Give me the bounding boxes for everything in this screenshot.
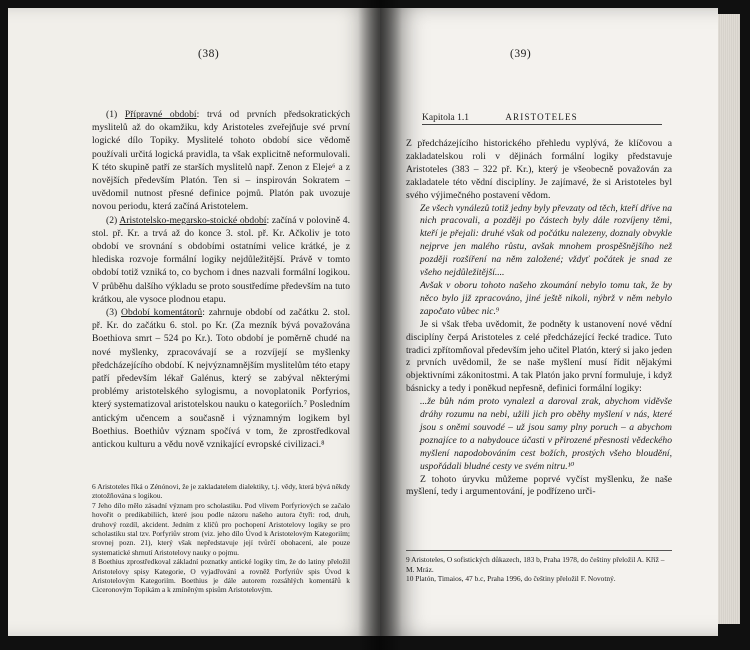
left-footnotes	[92, 482, 350, 595]
paragraph-text: : trvá od prvních předsokratických myslitelů až do okamžiku, kdy Aristoteles zveřejňuje své první logické dílo Topiky. Myslitelé tohoto období sice vědomě používali určitá logická pravidla, ta však explicitně neformulovali. K této skupině patří ze starších myslitelů např. Zenon z Eleje⁶ a z novějších především Platón. Ten si – inspirován Sokratem – uvědomil nutnost přesné definice pojmů. Platón pak uvozuje novou periodu, která začíná Aristotelem.	[92, 109, 350, 213]
chapter-header	[422, 112, 662, 125]
quote-aristotle-1: Ze všech vynálezů totiž jedny byly převzaty od těch, kteří dříve na nich pracovali, a později po částech byly dále rozvíjeny těmi, kteří je přejali: druhé však od počátku nalezeny, doznaly obvykle nejprve jen malého růstu, avšak mnohem prospěšnějšího než později rozšíření na něm založené; vždyť počátek je snad ze všeho nejdůležitější....	[420, 202, 672, 279]
chapter-number: Kapitola 1.1	[422, 113, 469, 123]
paragraph-preparatory-period	[92, 108, 350, 214]
paragraph-intro: Z předcházejícího historického přehledu vyplývá, že klíčovou a zakladatelskou roli v dějinách formální logiky představuje Aristoteles (383 – 322 př. Kr.), který je všeobecně považován za zakladatele této vědní disciplíny. Je zajímavé, že si Aristoteles byl svého výjimečného postavení vědom.	[406, 138, 672, 201]
left-page	[8, 8, 380, 636]
chapter-title: ARISTOTELES	[505, 112, 578, 122]
right-body-text	[406, 138, 672, 499]
period-heading: Období komentátorů	[121, 307, 203, 319]
paragraph-lead: (1)	[106, 109, 125, 120]
right-footnotes	[406, 550, 672, 584]
paragraph-conclusion: Z tohoto úryvku můžeme poprvé vyčíst myšlenku, že naše myšlení, tedy i argumentování, je podřízeno urči-	[406, 473, 672, 498]
footnote-9: 9 Aristoteles, O sofistických důkazech, 183 b, Praha 1978, do češtiny přeložil A. Kříž – M. Mráz.	[406, 555, 665, 574]
left-body-text	[92, 108, 350, 451]
page-edges	[718, 14, 740, 624]
left-page-number: (38)	[198, 48, 220, 60]
paragraph-plato: Je si však třeba uvědomit, že podněty k ustanovení nové vědní disciplíny čerpá Aristoteles z celé předcházející řecké tradice. Tuto tradici zpřítomňoval především jeho učitel Platón, který si jako jeden z prvních uvědomil, že se naše myšlení musí řídit nějakými objektivními zákonitostmi. A tak Platón jako první formuluje, i když básnicky a tedy i poněkud nepřesně, definici formální logiky:	[406, 318, 672, 395]
footnote-10: 10 Platón, Timaios, 47 b.c, Praha 1996, do češtiny přeložil F. Novotný.	[406, 574, 616, 584]
footnote-8: 8 Boethius zprostředkoval základní poznatky antické logiky tím, že do latiny přeložil Aristotelovy spisy Kategorie, O vyjadřování a rovněž Porfyriův spis Úvod k Aristotelovým Kategoriím. Boethius je dále autorem rozsáhlých komentářů k Ciceronovým Topikám a k zmíněným spisům Aristotelovým.	[92, 557, 350, 595]
right-page	[380, 8, 718, 636]
quote-plato: ...že bůh nám proto vynalezl a daroval zrak, abychom viděvše dráhy rozumu na nebi, užili jich pro oběhy myšlení v nás, které jsou s oněmi souvodé – už jsou samy plny poruch – a abychom poznajíce to a nabydouce účasti v přirozené přesnosti vědeckého myšlení napodobováním cest božích, prostých všeho bloudění, uspořádali bludné cesty ve svém nitru.¹⁰	[420, 396, 672, 472]
paragraph-lead: (3)	[106, 307, 122, 319]
period-heading: Přípravné období	[124, 109, 197, 120]
paragraph-text: : zahrnuje období od začátku 2. stol. př. Kr. do začátku 6. stol. po Kr. (Za mezník bývá považována Boethiova smrt – 524 po Kr.). Toto období je poměrně chudé na nové myšlenky, zpracovávají se a rozvíjejí se myšlenky předcházejícího období. K nejvýznamnějším myslitelům této etapy patří především lékař Galénus, který se zabýval některými problémy aristotelského sylogismu, a novoplatonik Porfyrios, který systematizoval aristotelskou nauku o kategoriích.⁷ Posledním antickým učencem a současně i významným logikem byl Boethius. Boethiův význam spočívá v tom, že zprostředkoval antickou kulturu a vědu nově vznikající evropské civilizaci.⁸	[92, 307, 351, 451]
paragraph-text: : začíná v polovině 4. stol. př. Kr. a trvá až do konce 3. stol. př. Kr. Ačkoliv je toto období ve srovnání s obdobími ostatními velice krátké, je z hlediska rozvoje formální logiky nejdůležitější. Právě v tomto období totiž vzniká to, co bychom i dnes nazvali formální logikou. V průběhu dalšího výkladu se proto soustředíme především na tuto krátkou, ale vysoce plodnou etapu.	[92, 214, 351, 305]
paragraph-commentators-period	[92, 306, 350, 451]
quote-aristotle-2: Avšak v oboru tohoto našeho zkoumání nebylo tomu tak, že by něco bylo již zpracováno, jiné ještě nikoli, nýbrž v něm nebylo započato vůbec nic.⁹	[420, 279, 672, 317]
footnote-7: 7 Jeho dílo mělo zásadní význam pro scholastiku. Pod vlivem Porfyriových se začalo hovořit o predikabiliích, které jsou podle názoru našeho autora čtyři: rod, druh, druhový rozdíl, akcident. Jedním z klíčů pro pochopení Aristotelovy logiky se pro scholastiku stal tzv. Porfyriův strom (viz. jeho dílo Úvod k Aristotelovým Kategoriím; srovnej pozn. 21), který však nepředstavuje její tvůrčí obohacení, ale pouze systematické shrnutí Aristotelovy nauky o pojmu.	[92, 500, 350, 557]
right-page-number: (39)	[510, 48, 532, 60]
paragraph-aristotelian-period	[92, 214, 350, 306]
paragraph-lead: (2)	[106, 214, 120, 226]
period-heading: Aristotelsko-megarsko-stoické období	[119, 214, 267, 226]
footnote-6: 6 Aristoteles říká o Zénónovi, že je zakladatelem dialektiky, t.j. vědy, která bývá někdy ztotožňována s logikou.	[92, 482, 350, 501]
